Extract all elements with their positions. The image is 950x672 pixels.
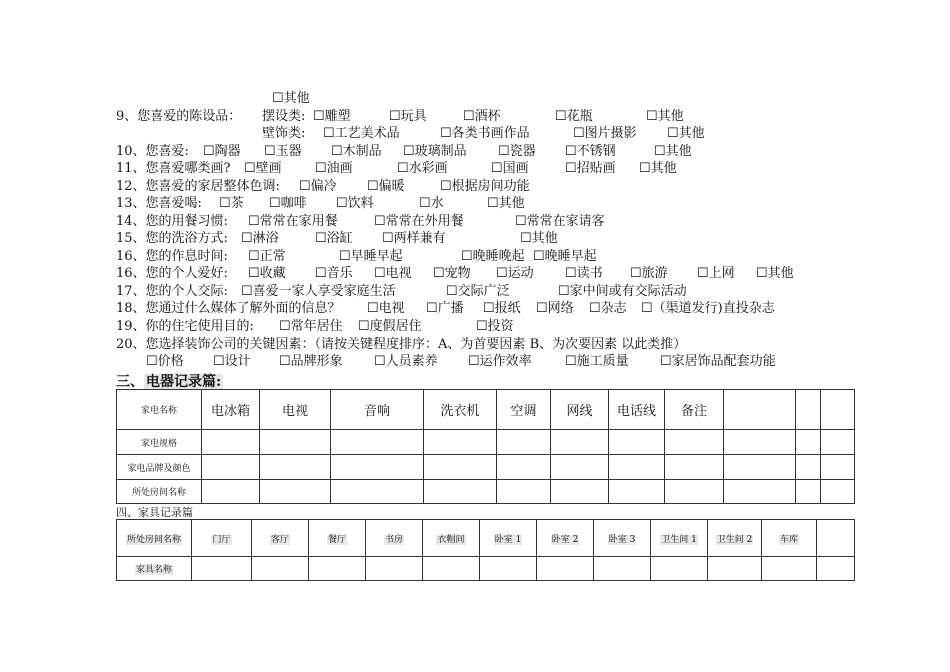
checkbox-option[interactable]: ☐家居饰品配套功能 xyxy=(660,354,776,369)
table-cell[interactable] xyxy=(424,480,497,504)
q8-tail xyxy=(272,90,310,107)
table-cell[interactable] xyxy=(665,480,724,504)
table-cell[interactable] xyxy=(331,480,424,504)
checkbox-option[interactable]: ☐喜爱一家人享受家庭生活 xyxy=(241,284,396,299)
checkbox-option[interactable]: ☐油画 xyxy=(315,161,353,176)
checkbox-option[interactable]: ☐两样兼有 xyxy=(382,231,446,246)
table-cell[interactable] xyxy=(609,455,665,480)
checkbox-option[interactable]: ☐运动 xyxy=(496,266,534,281)
table-cell[interactable] xyxy=(537,557,594,581)
table-cell[interactable] xyxy=(708,557,762,581)
checkbox-option[interactable]: ☐运作效率 xyxy=(468,354,532,369)
column-header xyxy=(724,390,796,430)
table-cell[interactable] xyxy=(609,480,665,504)
checkbox-option[interactable]: ☐网络 xyxy=(536,301,574,316)
question-10: 10、您喜爱: xyxy=(116,144,189,159)
checkbox-option[interactable]: ☐其他 xyxy=(639,161,677,176)
table-cell[interactable] xyxy=(609,430,665,455)
row-label: 家电规格 xyxy=(117,430,202,455)
column-header: 卧室 1 xyxy=(480,520,537,557)
question-prefix: 9、您喜爱的陈设品： xyxy=(116,109,242,124)
checkbox-option[interactable]: ☐广播 xyxy=(426,301,464,316)
checkbox-option[interactable]: ☐常年居住 xyxy=(279,319,343,334)
checkbox-option[interactable]: ☐度假居住 xyxy=(358,319,422,334)
checkbox-option[interactable]: ☐投资 xyxy=(476,319,514,334)
checkbox-option[interactable]: ☐其他 xyxy=(654,144,692,159)
checkbox-option[interactable]: ☐花瓶 xyxy=(555,109,593,124)
table-cell[interactable] xyxy=(252,557,309,581)
column-header: 电话线 xyxy=(609,390,665,430)
table-cell[interactable] xyxy=(202,480,260,504)
table-cell[interactable] xyxy=(260,430,331,455)
checkbox-option[interactable]: ☐上网 xyxy=(697,266,735,281)
checkbox-option[interactable]: ☐陶器 xyxy=(203,144,241,159)
column-header xyxy=(821,390,855,430)
table-cell[interactable] xyxy=(260,455,331,480)
column-header: 电视 xyxy=(260,390,331,430)
column-header: 书房 xyxy=(366,520,423,557)
checkbox-option[interactable]: ☐读书 xyxy=(565,266,603,281)
question-16-hobbies: 16、您的个人爱好: xyxy=(116,266,228,281)
table-row xyxy=(117,390,855,430)
checkbox-option[interactable]: ☐旅游 xyxy=(630,266,668,281)
row-label: 家电名称 xyxy=(117,390,202,430)
q9-row2-label: 壁饰类: xyxy=(262,126,306,141)
checkbox-option[interactable]: ☐壁画 xyxy=(244,161,282,176)
table-row xyxy=(117,455,855,480)
table-cell[interactable] xyxy=(202,455,260,480)
checkbox-option[interactable]: ☐电视 xyxy=(367,301,405,316)
table-cell[interactable] xyxy=(821,455,855,480)
table-cell[interactable] xyxy=(551,480,609,504)
table-cell[interactable] xyxy=(665,430,724,455)
checkbox-option[interactable]: ☐施工质量 xyxy=(565,354,629,369)
question-9 xyxy=(116,108,241,125)
table-cell[interactable] xyxy=(497,430,551,455)
column-header: 电冰箱 xyxy=(202,390,260,430)
row-label: 所处房间名称 xyxy=(117,520,192,557)
table-cell[interactable] xyxy=(192,557,252,581)
table-cell[interactable] xyxy=(724,480,796,504)
column-header: 门厅 xyxy=(192,520,252,557)
checkbox-option[interactable]: ☐瓷器 xyxy=(498,144,536,159)
row-label: 家具名称 xyxy=(117,557,192,581)
column-header: 卫生间 2 xyxy=(708,520,762,557)
checkbox-option[interactable]: ☐晚睡早起 xyxy=(533,249,597,264)
checkbox-option[interactable]: ☐工艺美术品 xyxy=(323,126,400,141)
checkbox-option[interactable]: ☐招贴画 xyxy=(565,161,616,176)
table-cell[interactable] xyxy=(724,430,796,455)
checkbox-option[interactable]: ☐报纸 xyxy=(483,301,521,316)
question-18: 18、您通过什么媒体了解外面的信息？ xyxy=(116,301,341,316)
checkbox-option[interactable]: ☐根据房间功能 xyxy=(440,179,530,194)
question-17: 17、您的个人交际: xyxy=(116,284,228,299)
column-header: 客厅 xyxy=(252,520,309,557)
checkbox-option[interactable]: ☐其他 xyxy=(487,196,525,211)
checkbox-option[interactable]: ☐常常在家请客 xyxy=(515,214,605,229)
row-label: 所处房间名称 xyxy=(117,480,202,504)
checkbox-option[interactable]: ☐玻璃制品 xyxy=(403,144,467,159)
checkbox-option[interactable]: ☐晚睡晚起 xyxy=(461,249,525,264)
column-header: 卫生间 1 xyxy=(651,520,708,557)
checkbox-other[interactable]: ☐其他 xyxy=(272,91,310,106)
table-row xyxy=(117,430,855,455)
table-cell[interactable] xyxy=(594,557,651,581)
column-header: 卧室 3 xyxy=(594,520,651,557)
table-cell[interactable] xyxy=(821,430,855,455)
question-14: 14、您的用餐习惯: xyxy=(116,214,228,229)
table-row xyxy=(117,557,855,581)
column-header xyxy=(817,520,855,557)
checkbox-option[interactable]: ☐早睡早起 xyxy=(339,249,403,264)
checkbox-option[interactable]: ☐不锈钢 xyxy=(565,144,616,159)
table-cell[interactable] xyxy=(796,480,821,504)
furniture-table xyxy=(116,519,855,581)
table-row xyxy=(117,480,855,504)
section-3-heading xyxy=(116,371,223,391)
checkbox-option[interactable]: ☐图片摄影 xyxy=(573,126,637,141)
checkbox-option[interactable]: ☐雕塑 xyxy=(313,109,351,124)
question-16-schedule: 16、您的作息时间: xyxy=(116,249,228,264)
checkbox-option[interactable]: ☐浴缸 xyxy=(315,231,353,246)
section-title: 电器记录篇: xyxy=(146,374,222,390)
question-13: 13、您喜爱喝: xyxy=(116,196,202,211)
table-cell[interactable] xyxy=(497,455,551,480)
table-cell[interactable] xyxy=(651,557,708,581)
table-cell[interactable] xyxy=(260,480,331,504)
column-header: 衣帽间 xyxy=(423,520,480,557)
checkbox-option[interactable]: ☐常常在家用餐 xyxy=(248,214,338,229)
checkbox-option[interactable]: ☐杂志 xyxy=(589,301,627,316)
table-cell[interactable] xyxy=(665,455,724,480)
table-cell[interactable] xyxy=(424,455,497,480)
checkbox-option[interactable]: ☐偏冷 xyxy=(299,179,337,194)
q9-row1-label: 摆设类: xyxy=(262,109,306,124)
question-20: 20、您选择装饰公司的关键因素：（请按关键程度排序：A、为首要因素 B、为次要因素 以此类推） xyxy=(116,337,687,352)
table-cell[interactable] xyxy=(796,430,821,455)
table-row xyxy=(117,520,855,557)
section-number: 三、 xyxy=(116,374,144,390)
checkbox-option[interactable]: ☐设计 xyxy=(213,354,251,369)
checkbox-option[interactable]: ☐（渠道发行)直投杂志 xyxy=(641,301,775,316)
column-header: 车库 xyxy=(762,520,817,557)
checkbox-option[interactable]: ☐淋浴 xyxy=(241,231,279,246)
checkbox-option[interactable]: ☐音乐 xyxy=(315,266,353,281)
checkbox-option[interactable]: ☐水彩画 xyxy=(397,161,448,176)
column-header: 餐厅 xyxy=(309,520,366,557)
question-15: 15、您的洗浴方式: xyxy=(116,231,228,246)
table-cell[interactable] xyxy=(331,455,424,480)
table-cell[interactable] xyxy=(551,430,609,455)
question-12: 12、您喜爱的家居整体色调: xyxy=(116,179,280,194)
table-cell[interactable] xyxy=(817,557,855,581)
checkbox-option[interactable]: ☐水 xyxy=(419,196,444,211)
table-cell[interactable] xyxy=(309,557,366,581)
column-header: 空调 xyxy=(497,390,551,430)
checkbox-option[interactable]: ☐其他 xyxy=(667,126,705,141)
checkbox-option[interactable]: ☐咖啡 xyxy=(269,196,307,211)
column-header: 音响 xyxy=(331,390,424,430)
checkbox-option[interactable]: ☐收藏 xyxy=(248,266,286,281)
row-label: 家电品牌及颜色 xyxy=(117,455,202,480)
column-header: 备注 xyxy=(665,390,724,430)
checkbox-option[interactable]: ☐其他 xyxy=(646,109,684,124)
checkbox-option[interactable]: ☐酒杯 xyxy=(463,109,501,124)
checkbox-option[interactable]: ☐玩具 xyxy=(389,109,427,124)
column-header: 网线 xyxy=(551,390,609,430)
checkbox-option[interactable]: ☐品牌形象 xyxy=(279,354,343,369)
checkbox-option[interactable]: ☐玉器 xyxy=(264,144,302,159)
table-cell[interactable] xyxy=(551,455,609,480)
table-cell[interactable] xyxy=(331,430,424,455)
checkbox-option[interactable]: ☐价格 xyxy=(146,354,184,369)
checkbox-option[interactable]: ☐茶 xyxy=(219,196,244,211)
column-header: 卧室 2 xyxy=(537,520,594,557)
table-cell[interactable] xyxy=(202,430,260,455)
checkbox-option[interactable]: ☐其他 xyxy=(756,266,794,281)
checkbox-option[interactable]: ☐饮料 xyxy=(336,196,374,211)
checkbox-option[interactable]: ☐交际广泛 xyxy=(446,284,510,299)
checkbox-option[interactable]: ☐常常在外用餐 xyxy=(374,214,464,229)
section-4-heading: 四、家具记录篇 xyxy=(116,506,193,519)
checkbox-option[interactable]: ☐木制品 xyxy=(331,144,382,159)
checkbox-option[interactable]: ☐各类书画作品 xyxy=(440,126,530,141)
checkbox-option[interactable]: ☐电视 xyxy=(374,266,412,281)
column-header xyxy=(796,390,821,430)
table-cell[interactable] xyxy=(821,480,855,504)
checkbox-option[interactable]: ☐其他 xyxy=(520,231,558,246)
table-cell[interactable] xyxy=(423,557,480,581)
question-11: 11、您喜爱哪类画? xyxy=(116,161,231,176)
question-19: 19、你的住宅使用目的: xyxy=(116,319,254,334)
table-cell[interactable] xyxy=(366,557,423,581)
checkbox-option[interactable]: ☐家中间或有交际活动 xyxy=(558,284,687,299)
column-header: 洗衣机 xyxy=(424,390,497,430)
table-cell[interactable] xyxy=(480,557,537,581)
checkbox-option[interactable]: ☐偏暖 xyxy=(367,179,405,194)
table-cell[interactable] xyxy=(762,557,817,581)
checkbox-option[interactable]: ☐国画 xyxy=(491,161,529,176)
appliance-table xyxy=(116,389,855,504)
table-cell[interactable] xyxy=(796,455,821,480)
checkbox-option[interactable]: ☐正常 xyxy=(248,249,286,264)
checkbox-option[interactable]: ☐人员素养 xyxy=(374,354,438,369)
table-cell[interactable] xyxy=(724,455,796,480)
checkbox-option[interactable]: ☐宠物 xyxy=(433,266,471,281)
table-cell[interactable] xyxy=(424,430,497,455)
table-cell[interactable] xyxy=(497,480,551,504)
